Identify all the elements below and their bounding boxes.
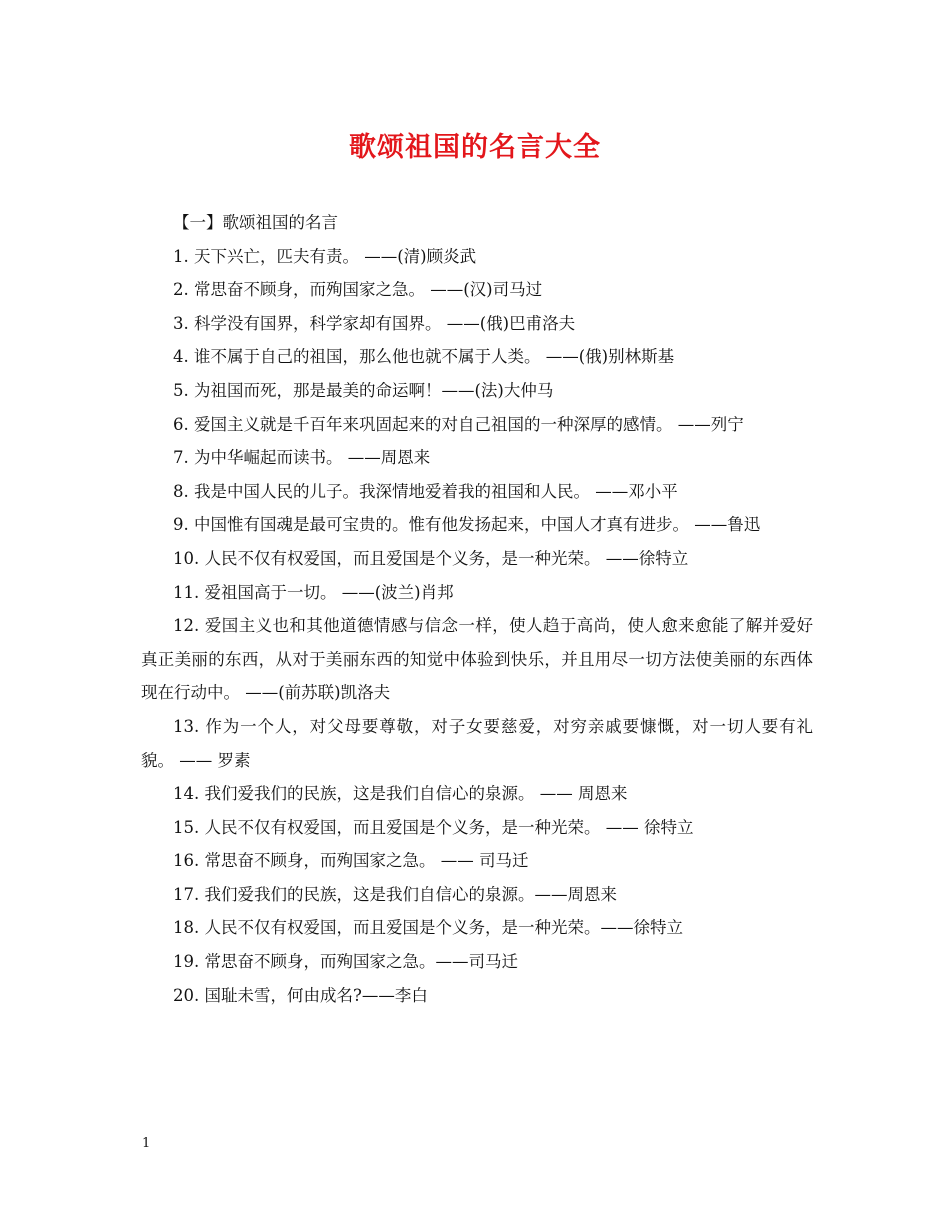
quote-item: 8. 我是中国人民的儿子。我深情地爱着我的祖国和人民。 ——邓小平	[173, 481, 678, 501]
page-number: 1	[142, 1136, 151, 1151]
quote-item: 10. 人民不仅有权爱国，而且爱国是个义务，是一种光荣。 ——徐特立	[173, 548, 689, 568]
section-heading: 【一】歌颂祖国的名言	[173, 213, 338, 232]
quote-item: 18. 人民不仅有权爱国，而且爱国是个义务，是一种光荣。——徐特立	[173, 918, 683, 938]
quote-item: 20. 国耻未雪，何由成名?——李白	[173, 985, 428, 1005]
quote-item: 5. 为祖国而死，那是最美的命运啊！——(法)大仲马	[173, 380, 554, 400]
quote-item: 4. 谁不属于自己的祖国，那么他也就不属于人类。 ——(俄)别林斯基	[173, 347, 675, 367]
quote-item: 16. 常思奋不顾身，而殉国家之急。 —— 司马迁	[173, 851, 529, 871]
quote-item: 15. 人民不仅有权爱国，而且爱国是个义务，是一种光荣。 —— 徐特立	[173, 817, 694, 837]
document-body	[141, 206, 813, 1012]
quote-item: 2. 常思奋不顾身，而殉国家之急。 ——(汉)司马过	[173, 280, 543, 300]
quote-item: 13. 作为一个人，对父母要尊敬，对子女要慈爱，对穷亲戚要慷慨，对一切人要有礼貌。 —— 罗素	[141, 716, 813, 770]
quote-item: 12. 爱国主义也和其他道德情感与信念一样，使人趋于高尚，使人愈来愈能了解并爱好真正美丽的东西，从对于美丽东西的知觉中体验到快乐，并且用尽一切方法使美丽的东西体现在行动中。 ——(前苏联)凯洛夫	[141, 616, 813, 703]
quote-item: 6. 爱国主义就是千百年来巩固起来的对自己祖国的一种深厚的感情。 ——列宁	[173, 414, 744, 434]
document-title: 歌颂祖国的名言大全	[349, 132, 601, 163]
quote-item: 14. 我们爱我们的民族，这是我们自信心的泉源。 —— 周恩来	[173, 784, 628, 804]
quote-item: 11. 爱祖国高于一切。 ——(波兰)肖邦	[173, 582, 454, 602]
quote-item: 17. 我们爱我们的民族，这是我们自信心的泉源。——周恩来	[173, 884, 617, 904]
quote-item: 9. 中国惟有国魂是最可宝贵的。惟有他发扬起来，中国人才真有进步。 ——鲁迅	[173, 515, 761, 535]
quote-item: 19. 常思奋不顾身，而殉国家之急。——司马迁	[173, 952, 518, 972]
quote-item: 7. 为中华崛起而读书。 ——周恩来	[173, 448, 431, 468]
quote-item: 1. 天下兴亡，匹夫有责。 ——(清)顾炎武	[173, 246, 477, 266]
quote-item: 3. 科学没有国界，科学家却有国界。 ——(俄)巴甫洛夫	[173, 313, 576, 333]
